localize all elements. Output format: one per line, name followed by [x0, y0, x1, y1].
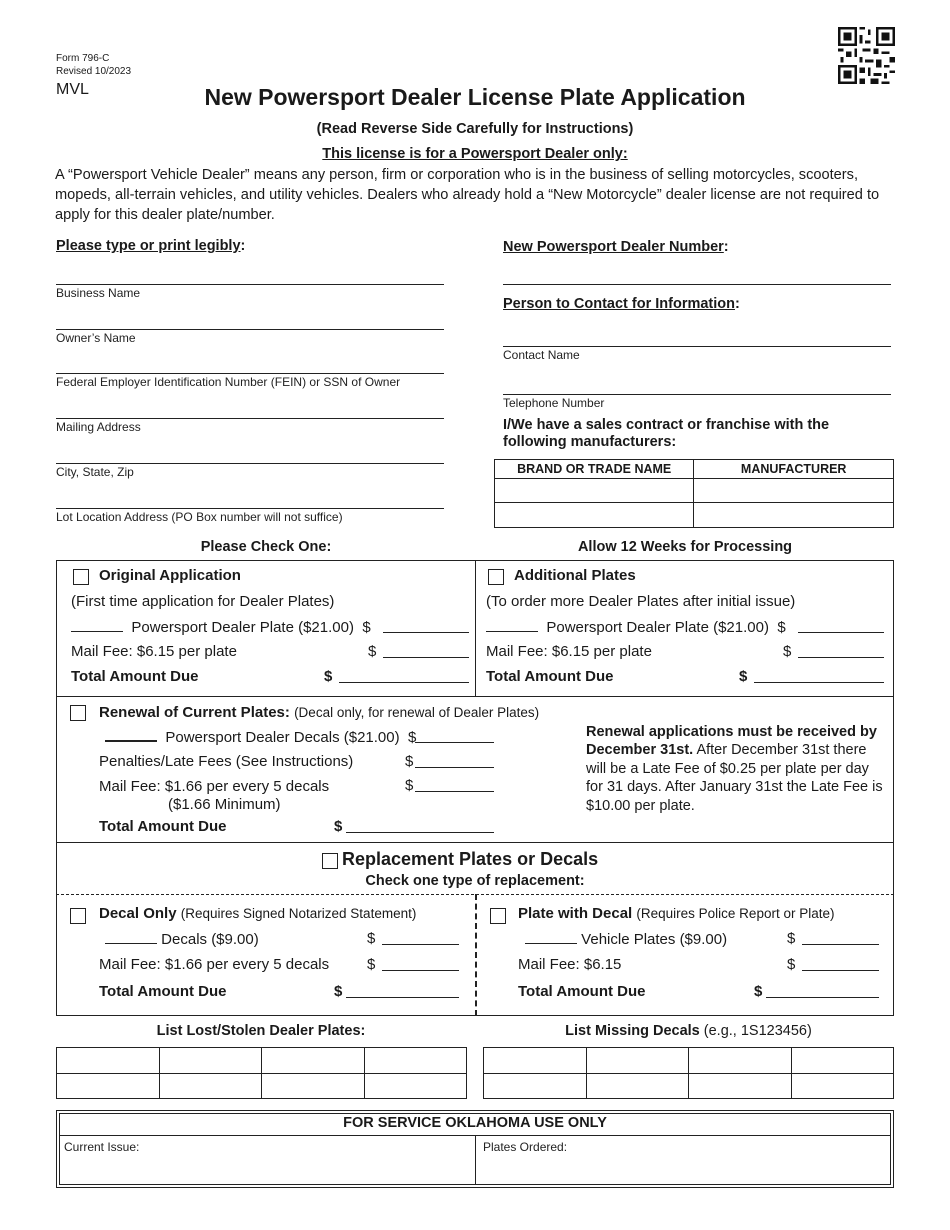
left-heading: Please type or print legibly: — [56, 238, 246, 254]
dollar-sign: $ — [754, 983, 763, 1000]
notice: This license is for a Powersport Dealer only: — [322, 146, 628, 162]
renewal-checkbox[interactable] — [70, 705, 86, 721]
lost-plates-table — [56, 1047, 467, 1099]
plates-ordered-label: Plates Ordered: — [483, 1140, 568, 1154]
decal-only-row: Decals ($9.00) — [105, 930, 259, 948]
revised-date: Revised 10/2023 — [56, 66, 132, 77]
section-divider — [56, 696, 894, 697]
plate-with-decal-total-amount[interactable] — [766, 984, 879, 998]
decal-only-amount[interactable] — [382, 931, 459, 945]
plate-with-decal-checkbox[interactable] — [490, 908, 506, 924]
city-state-zip-line[interactable] — [56, 463, 444, 464]
current-issue-label: Current Issue: — [64, 1140, 140, 1154]
missing-decals-table — [483, 1047, 894, 1099]
lost-plate-cell[interactable] — [159, 1048, 262, 1074]
intro-paragraph: A “Powersport Vehicle Dealer” means any person, firm or corporation who is in the business of selling motorcycles, scooters, mopeds, all-terrain vehicles, and utility vehicles. Dealers who already hold a “New Motorcycle” dealer license are not required to apply for this dealer plate/number. — [55, 167, 880, 223]
quantity-blank[interactable] — [71, 618, 123, 632]
lost-plate-cell[interactable] — [57, 1048, 160, 1074]
missing-decal-cell[interactable] — [689, 1074, 792, 1099]
dollar-sign: $ — [334, 818, 343, 835]
form-number: Form 796-C — [56, 53, 110, 64]
original-mail-fee: Mail Fee: $6.15 per plate — [71, 643, 237, 660]
contact-name-line[interactable] — [503, 346, 891, 347]
lost-plate-cell[interactable] — [57, 1074, 160, 1099]
renewal-deadline-note: Renewal applications must be received by December 31st. After December 31st there will be a Late Fee of $0.25 per plate per day for 31 days. After January 31st the Late Fee is $10.00 per plate. — [586, 724, 883, 814]
additional-mail-amount[interactable] — [798, 644, 884, 658]
additional-desc: (To order more Dealer Plates after initial issue) — [486, 593, 796, 610]
manufacturer-header: MANUFACTURER — [694, 460, 894, 479]
lost-plate-cell[interactable] — [364, 1074, 467, 1099]
original-mail-amount[interactable] — [383, 644, 469, 658]
section-divider — [56, 842, 894, 843]
decal-only-mail-fee: Mail Fee: $1.66 per every 5 decals — [99, 956, 330, 973]
dollar-sign: $ — [324, 668, 333, 685]
additional-total-label: Total Amount Due — [486, 668, 614, 685]
lost-plate-cell[interactable] — [159, 1074, 262, 1099]
renewal-title: Renewal of Current Plates: (Decal only, for renewal of Dealer Plates) — [99, 704, 540, 721]
business-name-line[interactable] — [56, 284, 444, 285]
fein-label: Federal Employer Identification Number (FEIN) or SSN of Owner — [56, 375, 401, 389]
quantity-blank[interactable] — [486, 618, 538, 632]
city-state-zip-label: City, State, Zip — [56, 465, 134, 479]
brand-cell[interactable] — [495, 479, 694, 503]
mailing-address-line[interactable] — [56, 418, 444, 419]
plate-with-decal-amount[interactable] — [802, 931, 879, 945]
renewal-total-label: Total Amount Due — [99, 818, 227, 835]
renewal-mail-min: ($1.66 Minimum) — [168, 796, 281, 813]
missing-decal-cell[interactable] — [791, 1048, 894, 1074]
decal-only-total-label: Total Amount Due — [99, 983, 227, 1000]
plate-with-decal-mail-amount[interactable] — [802, 957, 879, 971]
renewal-penalties-amount[interactable] — [415, 754, 494, 768]
quantity-blank[interactable] — [525, 930, 577, 944]
office-column-divider — [475, 1135, 476, 1185]
owner-name-label: Owner’s Name — [56, 331, 136, 345]
dollar-sign: $ — [787, 930, 796, 947]
fein-line[interactable] — [56, 373, 444, 374]
brand-header: BRAND OR TRADE NAME — [495, 460, 694, 479]
renewal-penalties: Penalties/Late Fees (See Instructions) — [99, 753, 354, 770]
lost-plate-cell[interactable] — [262, 1048, 365, 1074]
owner-name-line[interactable] — [56, 329, 444, 330]
additional-plates-checkbox[interactable] — [488, 569, 504, 585]
missing-decal-cell[interactable] — [484, 1048, 587, 1074]
missing-decal-cell[interactable] — [586, 1074, 689, 1099]
telephone-label: Telephone Number — [503, 396, 605, 410]
column-divider — [475, 560, 476, 697]
decal-only-total-amount[interactable] — [346, 984, 459, 998]
page-title: New Powersport Dealer License Plate Application — [204, 84, 746, 110]
manufacturer-cell[interactable] — [694, 479, 894, 503]
replacement-subtitle: Check one type of replacement: — [365, 873, 585, 889]
plate-with-decal-total-label: Total Amount Due — [518, 983, 646, 1000]
dollar-sign: $ — [783, 643, 792, 660]
dollar-sign: $ — [787, 956, 796, 973]
quantity-blank[interactable] — [105, 728, 157, 742]
decal-only-checkbox[interactable] — [70, 908, 86, 924]
manufacturers-table — [494, 459, 894, 528]
lost-plate-cell[interactable] — [262, 1074, 365, 1099]
original-desc: (First time application for Dealer Plates) — [71, 593, 335, 610]
plate-with-decal-row: Vehicle Plates ($9.00) — [525, 930, 727, 948]
processing-time: Allow 12 Weeks for Processing — [577, 539, 793, 555]
original-plate-amount[interactable] — [383, 619, 469, 633]
additional-plate-row: Powersport Dealer Plate ($21.00) $ — [486, 618, 786, 636]
telephone-line[interactable] — [503, 394, 891, 395]
brand-cell[interactable] — [495, 503, 694, 528]
lot-address-label: Lot Location Address (PO Box number will not suffice) — [56, 510, 343, 524]
manufacturers-heading: I/We have a sales contract or franchise with the following manufacturers: — [503, 417, 830, 450]
lost-plate-cell[interactable] — [364, 1048, 467, 1074]
original-title: Original Application — [99, 567, 241, 584]
missing-decal-cell[interactable] — [689, 1048, 792, 1074]
original-application-checkbox[interactable] — [73, 569, 89, 585]
contact-name-label: Contact Name — [503, 348, 580, 362]
dashed-column-divider — [475, 894, 477, 1016]
dollar-sign: $ — [405, 753, 414, 770]
additional-mail-fee: Mail Fee: $6.15 per plate — [486, 643, 652, 660]
plate-with-decal-mail-fee: Mail Fee: $6.15 — [518, 956, 622, 973]
subtitle: (Read Reverse Side Carefully for Instructions) — [316, 121, 634, 137]
dealer-number-heading: New Powersport Dealer Number: — [503, 239, 729, 255]
renewal-decals-amount[interactable] — [415, 729, 494, 743]
lost-plates-heading: List Lost/Stolen Dealer Plates: — [156, 1023, 366, 1039]
replacement-title: Replacement Plates or Decals — [342, 849, 599, 869]
contact-heading: Person to Contact for Information: — [503, 296, 740, 312]
dollar-sign: $ — [334, 983, 343, 1000]
missing-decal-cell[interactable] — [484, 1074, 587, 1099]
missing-decal-cell[interactable] — [586, 1048, 689, 1074]
mailing-address-label: Mailing Address — [56, 420, 141, 434]
renewal-mail-fee: Mail Fee: $1.66 per every 5 decals — [99, 778, 330, 795]
additional-plate-amount[interactable] — [798, 619, 884, 633]
dollar-sign: $ — [367, 956, 376, 973]
replacement-checkbox[interactable] — [322, 853, 338, 869]
renewal-total-amount[interactable] — [346, 819, 494, 833]
office-use-heading: FOR SERVICE OKLAHOMA USE ONLY — [343, 1115, 607, 1131]
decal-only-mail-amount[interactable] — [382, 957, 459, 971]
renewal-decals-row: Powersport Dealer Decals ($21.00) $ — [105, 728, 416, 746]
additional-title: Additional Plates — [514, 567, 636, 584]
quantity-blank[interactable] — [105, 930, 157, 944]
dollar-sign: $ — [405, 777, 414, 794]
manufacturer-cell[interactable] — [694, 503, 894, 528]
dealer-number-line[interactable] — [503, 284, 891, 285]
business-name-label: Business Name — [56, 286, 141, 300]
additional-total-amount[interactable] — [754, 669, 884, 683]
missing-decal-cell[interactable] — [791, 1074, 894, 1099]
lot-address-line[interactable] — [56, 508, 444, 509]
dollar-sign: $ — [367, 930, 376, 947]
dollar-sign: $ — [368, 643, 377, 660]
dollar-sign: $ — [739, 668, 748, 685]
decal-only-title: Decal Only (Requires Signed Notarized Statement) — [99, 905, 417, 922]
missing-decals-heading: List Missing Decals (e.g., 1S123456) — [565, 1023, 812, 1039]
original-total-label: Total Amount Due — [71, 668, 199, 685]
original-total-amount[interactable] — [339, 669, 469, 683]
agency-code: MVL — [56, 81, 89, 98]
plate-with-decal-title: Plate with Decal (Requires Police Report or Plate) — [518, 905, 835, 922]
check-one-heading: Please Check One: — [200, 539, 332, 555]
qr-code-icon — [838, 27, 895, 84]
original-plate-row: Powersport Dealer Plate ($21.00) $ — [71, 618, 371, 636]
renewal-mail-amount[interactable] — [415, 778, 494, 792]
